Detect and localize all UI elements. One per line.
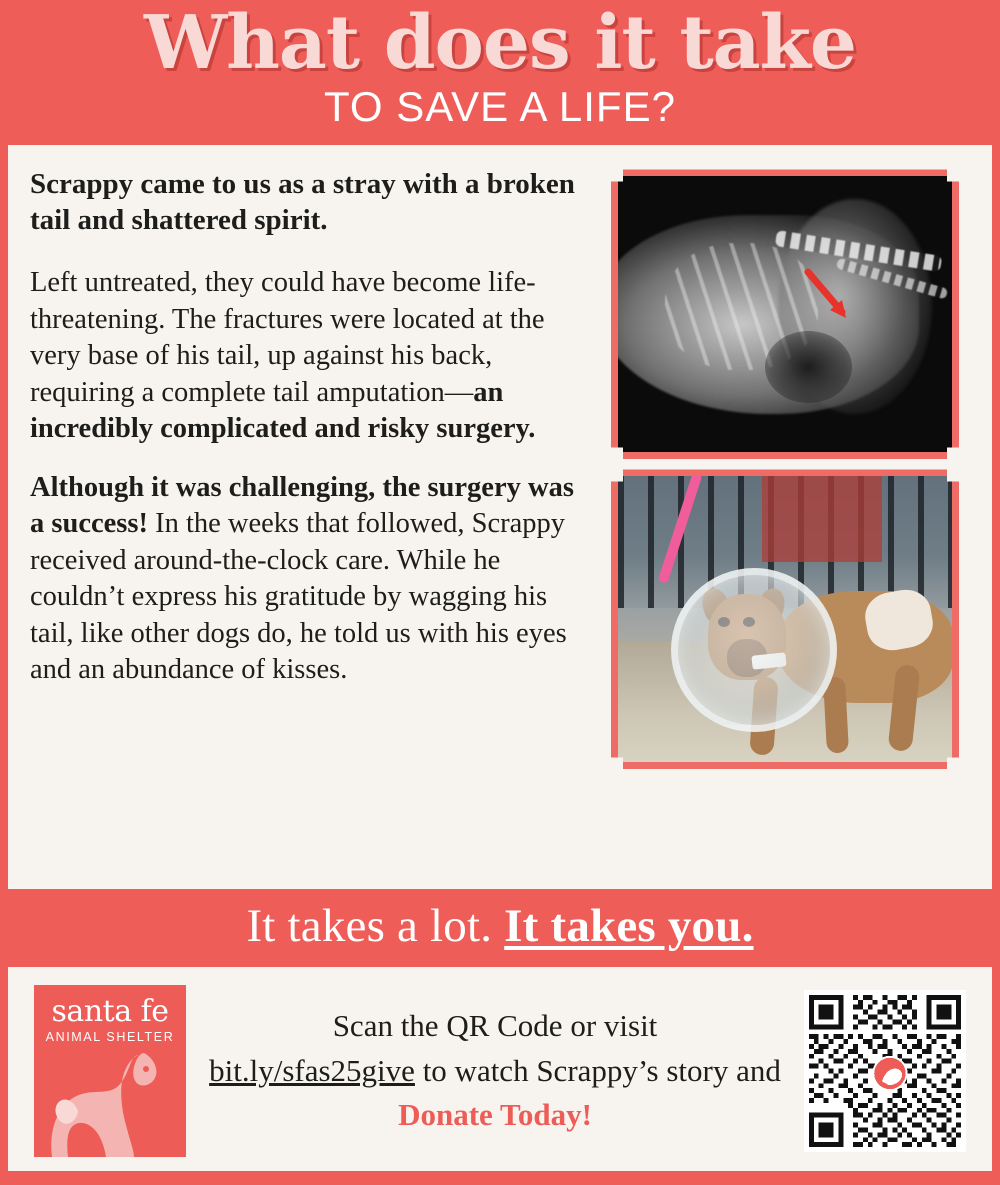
content-area <box>8 145 992 889</box>
tagline-banner <box>8 889 992 967</box>
recovery-cone-shape <box>671 568 837 732</box>
footer-line-2: to watch Scrappy’s story and <box>414 1052 781 1088</box>
red-arrow-icon <box>802 268 854 320</box>
qr-code[interactable] <box>804 990 966 1152</box>
donate-today-text: Donate Today! <box>398 1097 592 1133</box>
story-paragraph-3 <box>30 470 582 689</box>
red-wall-background <box>762 476 882 562</box>
footer-call-to-action <box>186 1004 804 1139</box>
story-paragraph-3-emphasis: Although it was challenging, the surgery was a success! <box>30 471 574 540</box>
story-paragraph-2-emphasis: an incredibly complicated and risky surgery. <box>30 376 536 445</box>
story-paragraph-2-text: Left untreated, they could have become life-threatening. The fractures were located at the very base of his tail, up against his back, requiring a complete tail amputation— <box>30 267 545 408</box>
dog-image <box>618 476 952 762</box>
photo-column <box>600 167 970 879</box>
santa-fe-animal-shelter-logo <box>34 985 186 1157</box>
animals-silhouette-icon <box>34 1045 186 1157</box>
header-banner <box>8 0 992 145</box>
logo-wordmark <box>34 985 186 1044</box>
dog-photo-frame <box>611 469 959 769</box>
story-paragraph-2 <box>30 265 582 447</box>
logo-name: santa fe <box>51 994 169 1029</box>
story-copy <box>30 167 600 879</box>
logo-subtitle: ANIMAL SHELTER <box>45 1030 175 1044</box>
xray-pelvis-shadow <box>765 331 852 403</box>
xray-photo-frame <box>611 169 959 459</box>
story-lead: Scrappy came to us as a stray with a broken tail and shattered spirit. <box>30 168 575 237</box>
donation-link[interactable]: bit.ly/sfas25give <box>209 1052 415 1088</box>
tagline-part-1: It takes a lot. <box>246 900 505 952</box>
footer-area <box>8 967 992 1171</box>
story-paragraph-3-text: In the weeks that followed, Scrappy received around-the-clock care. While he couldn’t express his gratitude by wagging his tail, like other dogs do, he told us with his eyes and an abundance of kisses. <box>30 508 567 686</box>
bottom-accent-bar <box>8 1171 992 1185</box>
qr-code-image <box>804 990 966 1152</box>
footer-line-1: Scan the QR Code or visit <box>332 1007 658 1043</box>
tagline-part-2: It takes you. <box>504 900 754 952</box>
page-title: What does it take <box>144 0 856 86</box>
page-subtitle: TO SAVE A LIFE? <box>324 83 676 131</box>
xray-image <box>618 176 952 452</box>
